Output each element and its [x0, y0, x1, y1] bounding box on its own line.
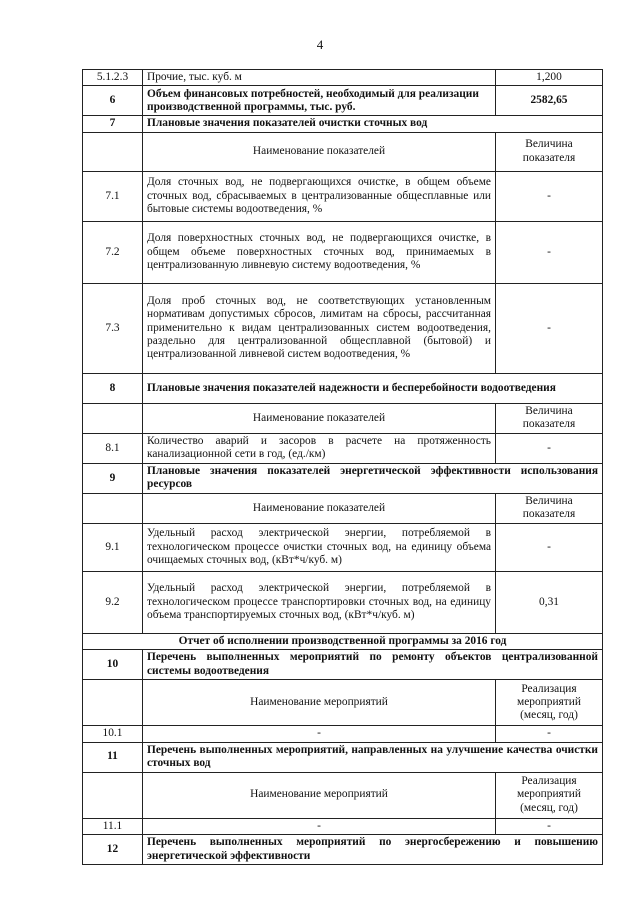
- indicator-name: Доля поверхностных сточных вод, не подвергающихся очистке, в общем объеме поверхностных сточных вод, принимаемых в централизованную ливневую систему водоотведения, %: [143, 221, 496, 283]
- section-number: 12: [83, 835, 143, 865]
- section-number: 11: [83, 742, 143, 772]
- row-number: 8.1: [83, 433, 143, 463]
- section-number: 7: [83, 116, 143, 132]
- indicator-value: -: [496, 221, 603, 283]
- header-row: [83, 132, 603, 171]
- column-header-value: Реализация мероприятий (месяц, год): [496, 772, 603, 818]
- table-row: [83, 283, 603, 373]
- table-row: [83, 86, 603, 116]
- column-header-name: Наименование показателей: [143, 403, 496, 433]
- column-header-value: Реализация мероприятий (месяц, год): [496, 680, 603, 726]
- row-number: 10.1: [83, 726, 143, 742]
- activity-date: -: [496, 818, 603, 834]
- column-header-name: Наименование показателей: [143, 493, 496, 523]
- production-program-table: [82, 69, 603, 865]
- section-row: [83, 116, 603, 132]
- header-row: [83, 680, 603, 726]
- column-header-value: Величина показателя: [496, 132, 603, 171]
- row-number: 7.2: [83, 221, 143, 283]
- indicator-value: -: [496, 433, 603, 463]
- table-row: [83, 70, 603, 86]
- activity-date: -: [496, 726, 603, 742]
- indicator-name: Удельный расход электрической энергии, потребляемой в технологическом процессе транспортировки сточных вод, на единицу объема транспортируемых сточных вод, (кВт*ч/куб. м): [143, 571, 496, 633]
- indicator-value: -: [496, 283, 603, 373]
- section-title: Перечень выполненных мероприятий по энергосбережению и повышению энергетической эффективности: [143, 835, 603, 865]
- table-row: [83, 818, 603, 834]
- row-number: 7.1: [83, 171, 143, 221]
- page-number: 4: [316, 37, 324, 52]
- indicator-name: Прочие, тыс. куб. м: [143, 70, 496, 86]
- section-number: 9: [83, 463, 143, 493]
- column-header-value: Величина показателя: [496, 493, 603, 523]
- table-row: [83, 571, 603, 633]
- column-header-name: Наименование показателей: [143, 132, 496, 171]
- section-title: Плановые значения показателей надежности и бесперебойности водоотведения: [143, 373, 603, 403]
- column-header-name: Наименование мероприятий: [143, 772, 496, 818]
- row-number: 9.1: [83, 523, 143, 571]
- header-row: [83, 772, 603, 818]
- row-number: 5.1.2.3: [83, 70, 143, 86]
- table-row: [83, 726, 603, 742]
- table-row: [83, 221, 603, 283]
- section-number: 10: [83, 650, 143, 680]
- table-row: [83, 523, 603, 571]
- indicator-value: 2582,65: [496, 86, 603, 116]
- row-number: 9.2: [83, 571, 143, 633]
- section-title: Плановые значения показателей очистки сточных вод: [143, 116, 603, 132]
- section-title: Плановые значения показателей энергетической эффективности использования ресурсов: [143, 463, 603, 493]
- section-row: [83, 835, 603, 865]
- table-row: [83, 171, 603, 221]
- section-row: [83, 650, 603, 680]
- report-title-row: [83, 633, 603, 649]
- section-row: [83, 373, 603, 403]
- indicator-value: 1,200: [496, 70, 603, 86]
- section-row: [83, 742, 603, 772]
- column-header-value: Величина показателя: [496, 403, 603, 433]
- section-number: 8: [83, 373, 143, 403]
- header-row: [83, 403, 603, 433]
- section-title: Перечень выполненных мероприятий по ремонту объектов централизованной системы водоотведения: [143, 650, 603, 680]
- report-title: Отчет об исполнении производственной программы за 2016 год: [83, 633, 603, 649]
- indicator-value: -: [496, 523, 603, 571]
- section-title: Перечень выполненных мероприятий, направленных на улучшение качества очистки сточных вод: [143, 742, 603, 772]
- indicator-name: Количество аварий и засоров в расчете на протяженность канализационной сети в год, (ед./км): [143, 433, 496, 463]
- indicator-name: Доля сточных вод, не подвергающихся очистке, в общем объеме сточных вод, сбрасываемых в централизованные общесплавные или бытовые системы водоотведения, %: [143, 171, 496, 221]
- row-number: 6: [83, 86, 143, 116]
- section-row: [83, 463, 603, 493]
- row-number: 11.1: [83, 818, 143, 834]
- activity-name: -: [143, 818, 496, 834]
- indicator-name: Объем финансовых потребностей, необходимый для реализации производственной программы, тыс. руб.: [143, 86, 496, 116]
- activity-name: -: [143, 726, 496, 742]
- column-header-name: Наименование мероприятий: [143, 680, 496, 726]
- indicator-name: Доля проб сточных вод, не соответствующих установленным нормативам допустимых сбросов, лимитам на сбросы, рассчитанная применительно к видам централизованных систем водоотведения, раздельно для централизованной общесплавной (бытовой) и централизованной ливневой систем водоотведения, %: [143, 283, 496, 373]
- row-number: 7.3: [83, 283, 143, 373]
- indicator-value: -: [496, 171, 603, 221]
- indicator-name: Удельный расход электрической энергии, потребляемой в технологическом процессе очистки сточных вод, на единицу объема очищаемых сточных вод, (кВт*ч/куб. м): [143, 523, 496, 571]
- table-row: [83, 433, 603, 463]
- header-row: [83, 493, 603, 523]
- indicator-value: 0,31: [496, 571, 603, 633]
